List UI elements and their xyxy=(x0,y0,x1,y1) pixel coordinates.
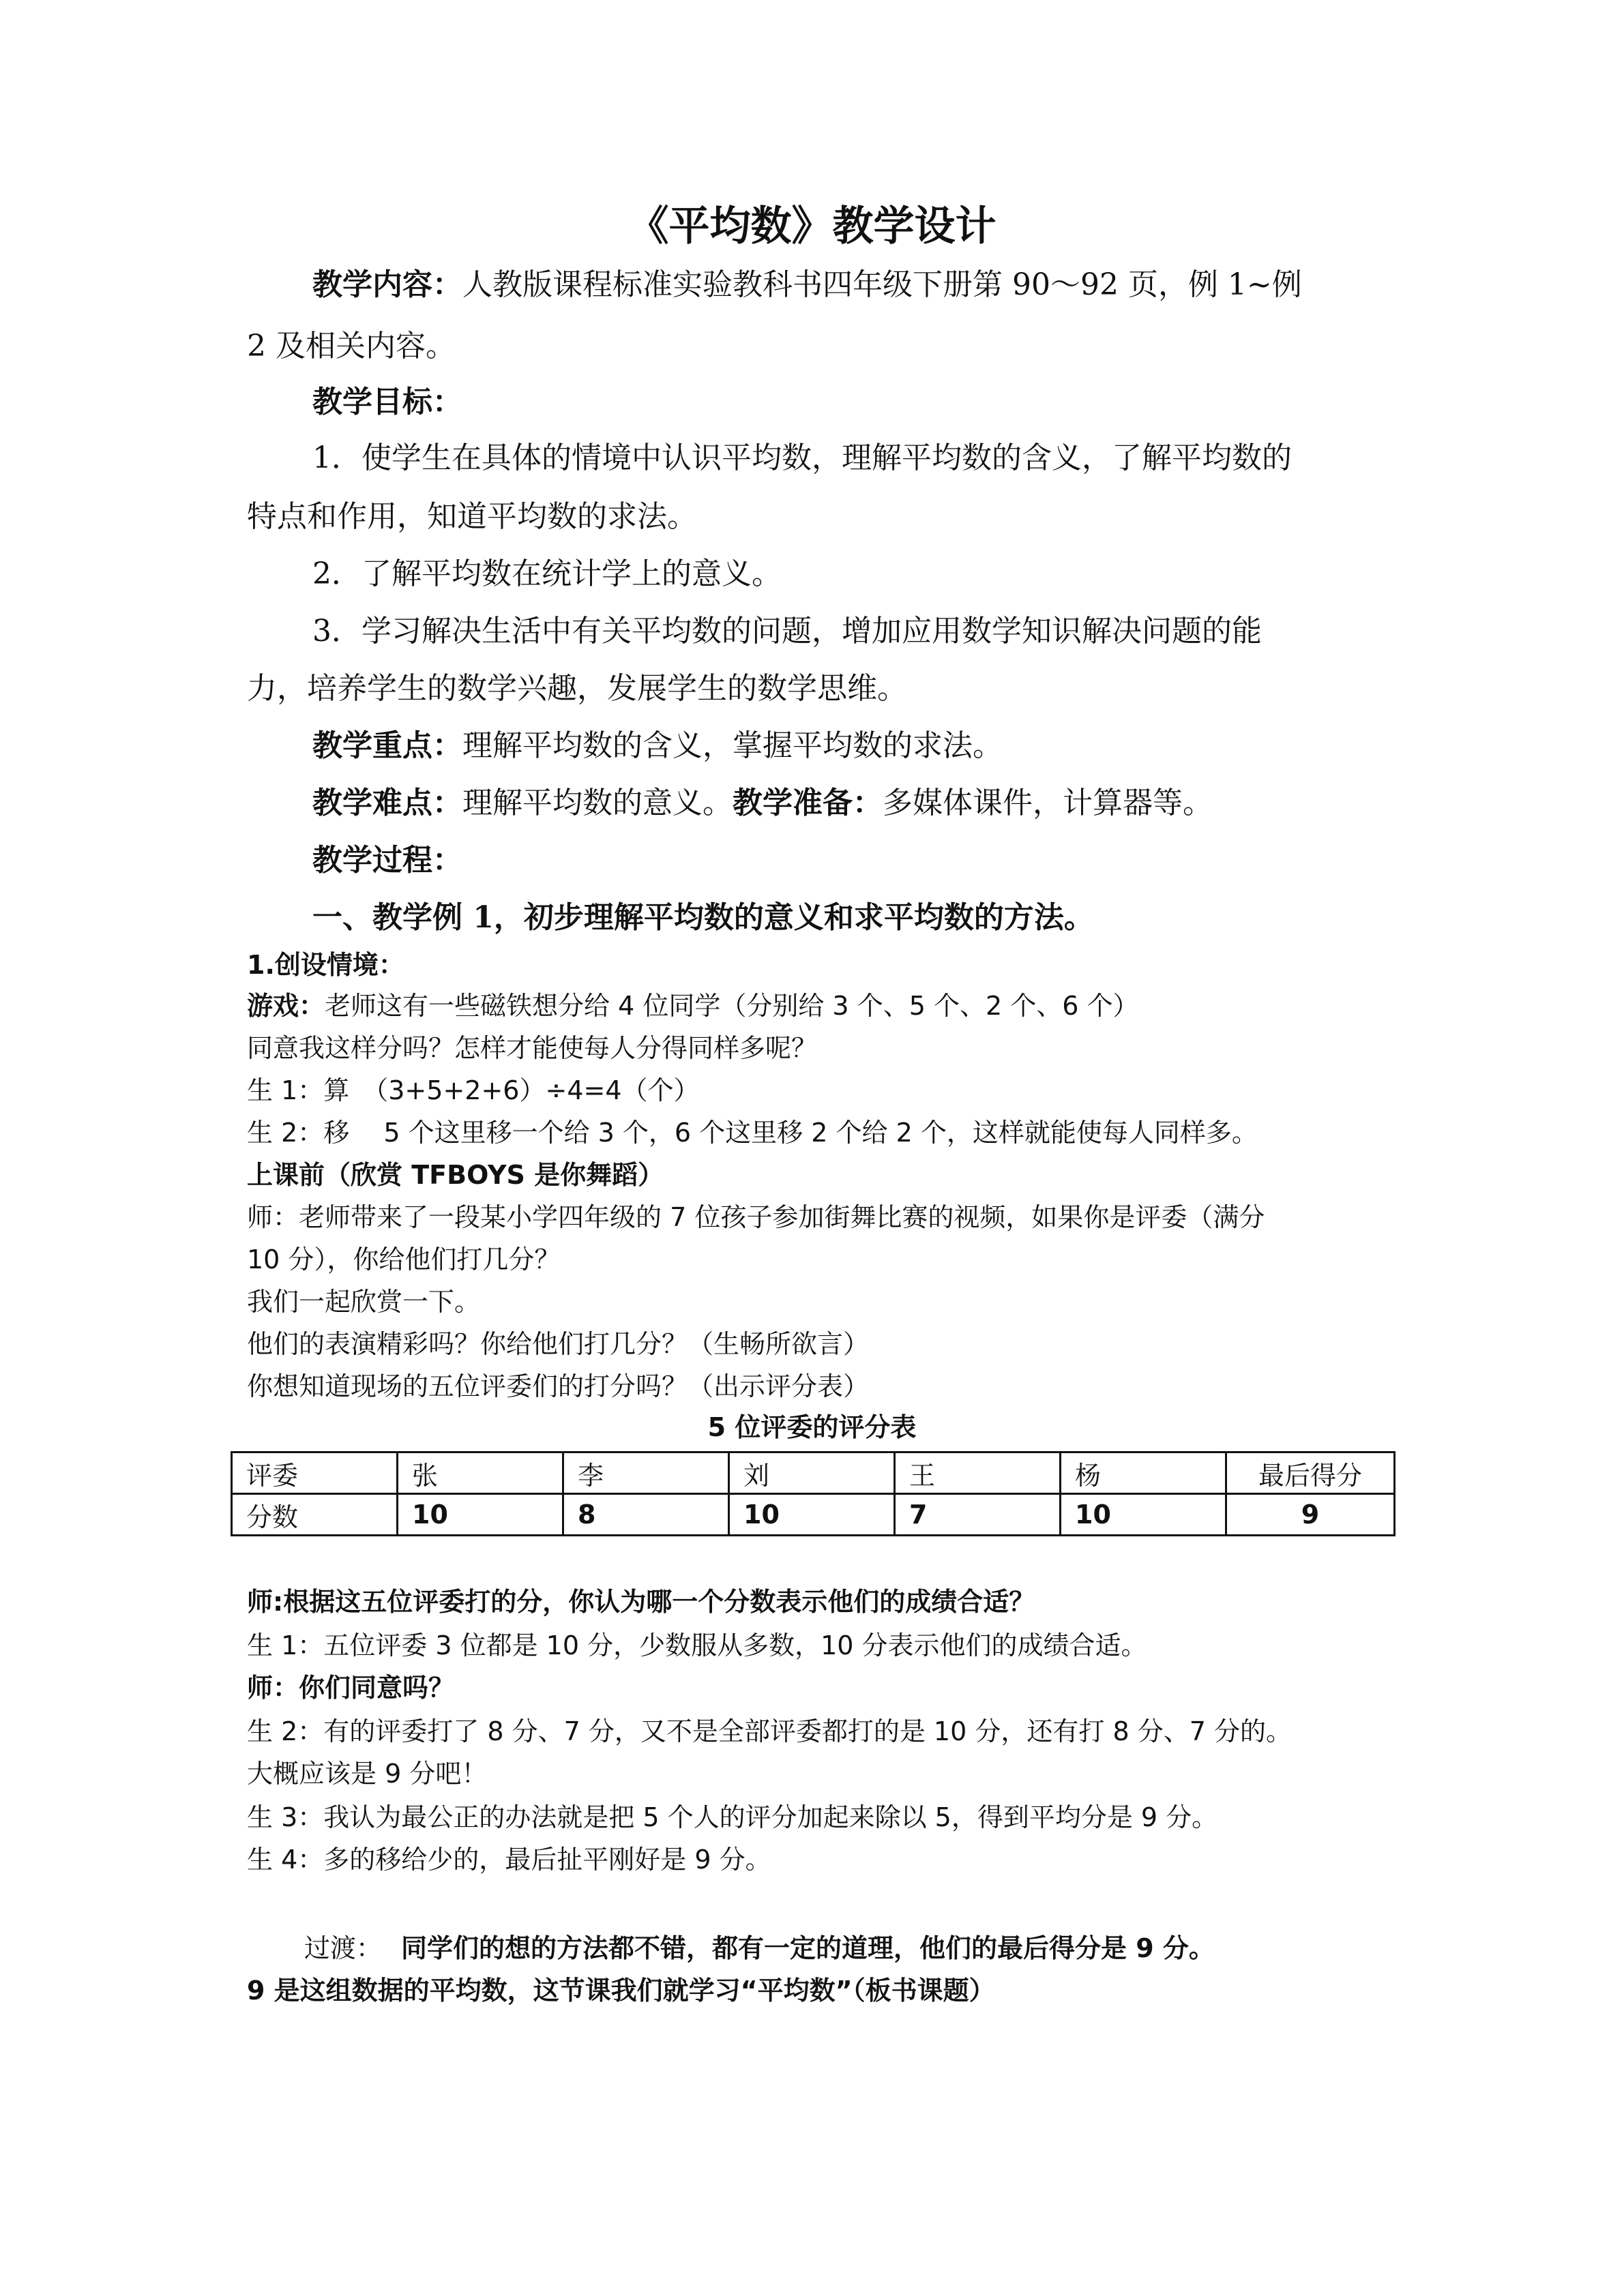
want-line: 你想知道现场的五位评委们的打分吗？（出示评分表） xyxy=(247,1371,870,1401)
game-label: 游戏： xyxy=(247,991,325,1021)
content-label: 教学内容： xyxy=(312,267,462,302)
goals-label: 教学目标： xyxy=(312,385,462,419)
transition-label: 过渡： xyxy=(304,1933,383,1963)
difficulty-label: 教学难点： xyxy=(312,786,462,820)
table-header-row xyxy=(232,1452,1395,1494)
header-cell-li: 李 xyxy=(563,1452,729,1494)
content-line xyxy=(312,265,1302,305)
header-cell-final: 最后得分 xyxy=(1226,1452,1395,1494)
prep-label: 教学准备： xyxy=(733,786,883,820)
table-score-row xyxy=(232,1494,1395,1536)
agree-question: 师：你们同意吗？ xyxy=(247,1673,455,1703)
wonderful-line: 他们的表演精彩吗？你给他们打几分？（生畅所欲言） xyxy=(247,1329,870,1359)
student-2-line: 生 2：移 5 个这里移一个给 3 个，6 个这里移 2 个给 2 个，这样就能使每人同样多。 xyxy=(247,1118,1258,1148)
game-line xyxy=(247,987,1138,1024)
header-cell-judge: 评委 xyxy=(232,1452,398,1494)
goal-item-2: 2．了解平均数在统计学上的意义。 xyxy=(312,556,782,591)
header-cell-liu: 刘 xyxy=(729,1452,895,1494)
goal-item-3: 3．学习解决生活中有关平均数的问题，增加应用数学知识解决问题的能 xyxy=(312,614,1262,648)
answer-student-4: 生 4：多的移给少的，最后扯平刚好是 9 分。 xyxy=(247,1845,771,1875)
key-point-text: 理解平均数的含义，掌握平均数的求法。 xyxy=(462,728,1003,763)
watch-line: 我们一起欣赏一下。 xyxy=(247,1287,481,1317)
subsection-1: 1.创设情境： xyxy=(247,950,404,980)
answer-student-2-cont: 大概应该是 9 分吧！ xyxy=(247,1759,488,1789)
game-text: 老师这有一些磁铁想分给 4 位同学（分别给 3 个、5 个、2 个、6 个） xyxy=(325,991,1139,1021)
teacher-line-1-cont: 10 分），你给他们打几分？ xyxy=(247,1244,561,1274)
goal-item-1: 1．使学生在具体的情境中认识平均数，理解平均数的含义，了解平均数的 xyxy=(312,441,1292,475)
content-text-cont: 2 及相关内容。 xyxy=(247,329,456,363)
score-cell-final: 9 xyxy=(1226,1494,1395,1536)
score-cell-wang: 7 xyxy=(895,1494,1061,1536)
agree-line: 同意我这样分吗？怎样才能使每人分得同样多呢？ xyxy=(247,1033,818,1063)
transition-text: 同学们的想的方法都不错，都有一定的道理，他们的最后得分是 9 分。 xyxy=(401,1933,1215,1963)
transition-line xyxy=(304,1930,1215,1967)
score-cell-liu: 10 xyxy=(729,1494,895,1536)
table-caption: 5 位评委的评分表 xyxy=(707,1412,917,1442)
score-cell-label: 分数 xyxy=(232,1494,398,1536)
key-point-line xyxy=(312,726,1003,766)
score-cell-li: 8 xyxy=(563,1494,729,1536)
difficulty-text: 理解平均数的意义。 xyxy=(462,786,733,820)
header-cell-zhang: 张 xyxy=(398,1452,563,1494)
process-label: 教学过程： xyxy=(312,843,462,878)
teacher-line-1: 师：老师带来了一段某小学四年级的 7 位孩子参加街舞比赛的视频，如果你是评委（满分 xyxy=(247,1202,1265,1232)
score-table xyxy=(231,1451,1396,1536)
answer-student-2: 生 2：有的评委打了 8 分、7 分，又不是全部评委都打的是 10 分，还有打 8 分、7 分的。 xyxy=(247,1716,1292,1746)
goal-item-1-cont: 特点和作用，知道平均数的求法。 xyxy=(247,499,697,534)
score-cell-yang: 10 xyxy=(1061,1494,1226,1536)
key-point-label: 教学重点： xyxy=(312,728,462,763)
prep-text: 多媒体课件，计算器等。 xyxy=(883,786,1213,820)
score-cell-zhang: 10 xyxy=(398,1494,563,1536)
before-class-line: 上课前（欣赏 TFBOYS 是你舞蹈） xyxy=(247,1160,664,1190)
page-title: 《平均数》教学设计 xyxy=(628,203,996,250)
teacher-question: 师:根据这五位评委打的分，你认为哪一个分数表示他们的成绩合适？ xyxy=(247,1587,1035,1617)
header-cell-wang: 王 xyxy=(895,1452,1061,1494)
section-1-heading: 一、教学例 1，初步理解平均数的意义和求平均数的方法。 xyxy=(312,900,1094,935)
content-text: 人教版课程标准实验教科书四年级下册第 90～92 页，例 1~例 xyxy=(462,267,1302,302)
answer-student-3: 生 3：我认为最公正的办法就是把 5 个人的评分加起来除以 5，得到平均分是 9 分。 xyxy=(247,1802,1218,1832)
difficulty-line xyxy=(312,783,1213,824)
goal-item-3-cont: 力，培养学生的数学兴趣，发展学生的数学思维。 xyxy=(247,671,907,706)
student-1-line: 生 1：算 （3+5+2+6）÷4=4（个） xyxy=(247,1075,700,1105)
header-cell-yang: 杨 xyxy=(1061,1452,1226,1494)
answer-student-1: 生 1：五位评委 3 位都是 10 分，少数服从多数，10 分表示他们的成绩合适。 xyxy=(247,1630,1147,1660)
transition-text-cont: 9 是这组数据的平均数，这节课我们就学习“平均数”（板书课题） xyxy=(247,1976,995,2006)
